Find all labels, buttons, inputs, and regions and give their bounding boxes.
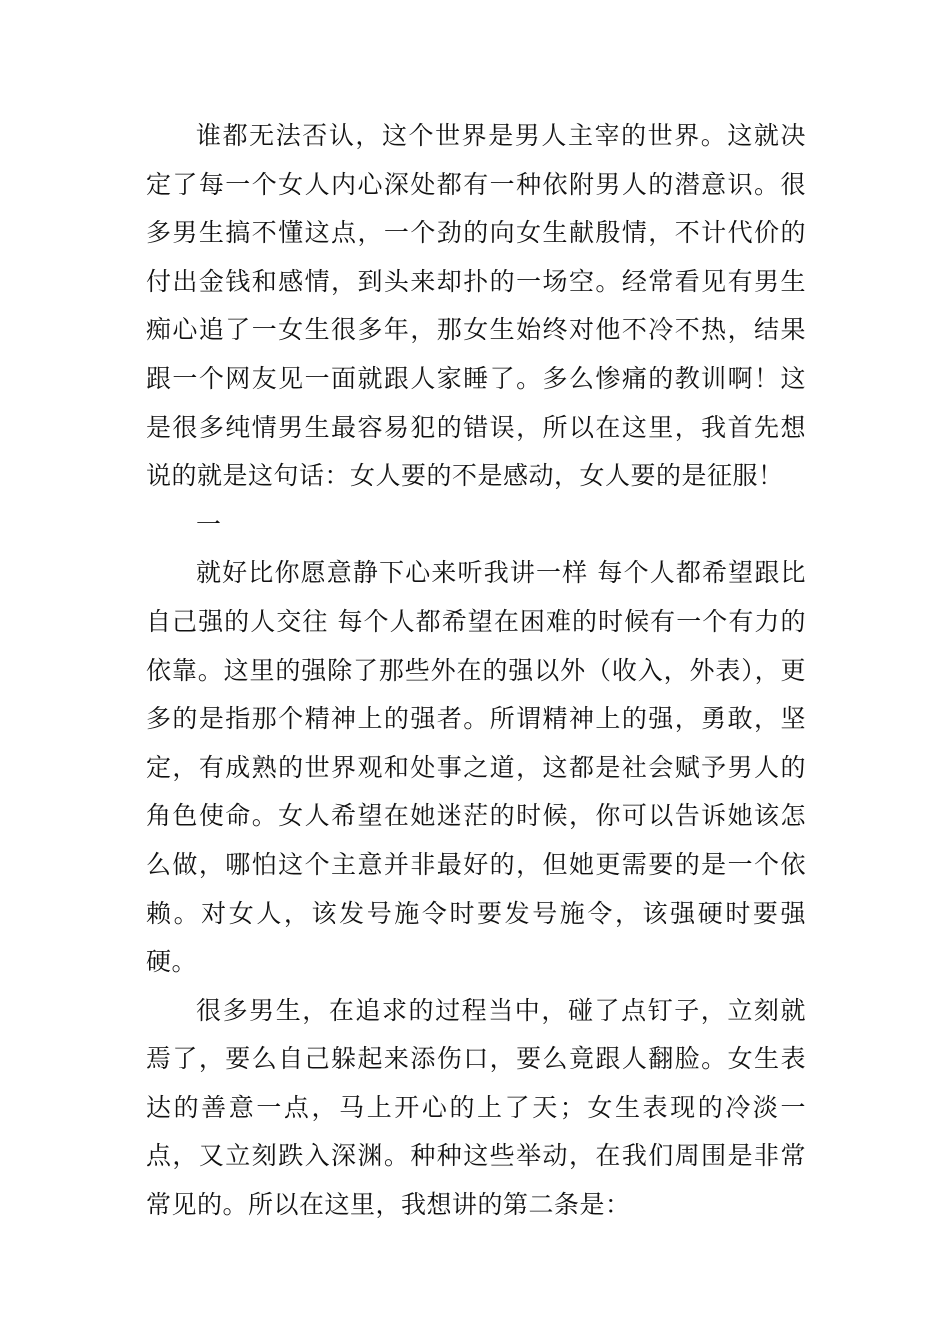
paragraph-second-point: 很多男生，在追求的过程当中，碰了点钉子，立刻就焉了，要么自己躲起来添伤口，要么竟跟人翻脸。女生表达的善意一点，马上开心的上了天；女生表现的冷淡一点，又立刻跌入深渊。种种这些举动，在我们周围是非常常见的。所以在这里，我想讲的第二条是： bbox=[146, 995, 806, 1220]
paragraph-strength: 就好比你愿意静下心来听我讲一样 每个人都希望跟比自己强的人交往 每个人都希望在困难的时候有一个有力的依靠。这里的强除了那些外在的强以外（收入，外表），更多的是指那个精神上的强者。所谓精神上的强，勇敢，坚定，有成熟的世界观和处事之道，这都是社会赋予男人的角色使命。女人希望在她迷茫的时候，你可以告诉她该怎么做，哪怕这个主意并非最好的，但她更需要的是一个依赖。对女人，该发号施令时要发号施令，该强硬时要强硬。 bbox=[146, 558, 806, 977]
section-marker: 一 bbox=[196, 509, 222, 539]
document-body bbox=[146, 112, 806, 1230]
paragraph-intro: 谁都无法否认，这个世界是男人主宰的世界。这就决定了每一个女人内心深处都有一种依附男人的潜意识。很多男生搞不懂这点，一个劲的向女生献殷情，不计代价的付出金钱和感情，到头来却扑的一场空。经常看见有男生痴心追了一女生很多年，那女生始终对他不冷不热，结果跟一个网友见一面就跟人家睡了。多么惨痛的教训啊！这是很多纯情男生最容易犯的错误，所以在这里，我首先想说的就是这句话：女人要的不是感动，女人要的是征服！ bbox=[146, 121, 806, 491]
